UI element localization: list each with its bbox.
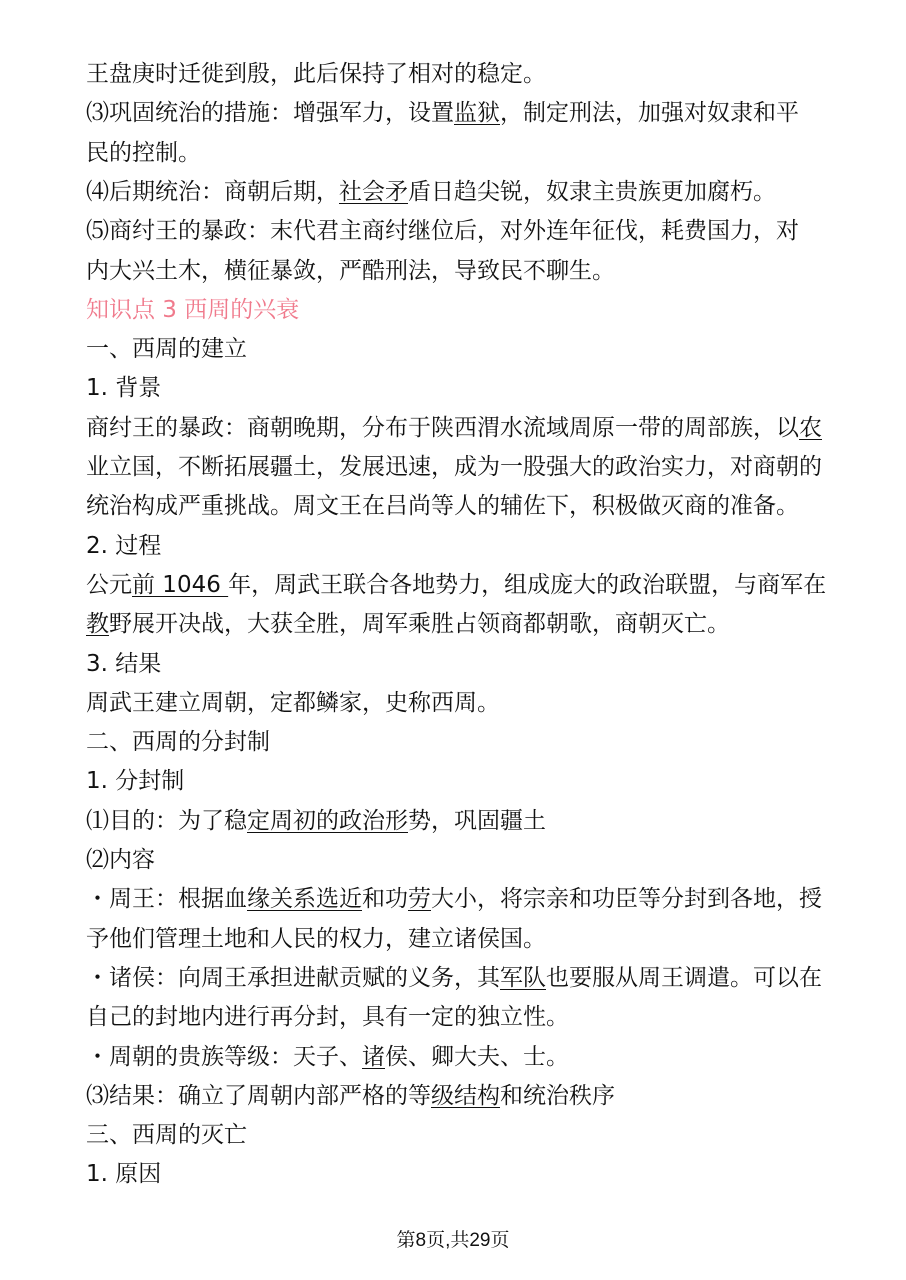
text-segment: 年，周武王联合各地势力，组成庞大的政治联盟，与商军在 [228, 571, 827, 598]
text-line [86, 333, 826, 365]
text-line [86, 1158, 826, 1190]
text-line [86, 923, 826, 955]
text-segment: 周武王建立周朝，定都鳞家，史称西周。 [86, 689, 500, 716]
underlined-text: 缘关系选近 [247, 886, 362, 913]
text-line [86, 765, 826, 797]
text-line [86, 569, 826, 601]
underlined-text: 监狱 [454, 100, 500, 127]
text-segment: ，制定刑法，加强对奴隶和平 [500, 100, 799, 127]
text-segment: 自己的封地内进行再分封，具有一定的独立性。 [86, 1004, 569, 1031]
text-segment: 和统治秩序 [500, 1082, 615, 1109]
text-segment: ・诸侯：向周王承担进献贡赋的义务，其 [86, 964, 500, 991]
text-segment: 民的控制。 [86, 139, 201, 166]
text-line [86, 962, 826, 994]
text-segment: 内大兴土木，横征暴敛，严酷刑法，导致民不聊生。 [86, 257, 615, 284]
text-line [86, 137, 826, 169]
text-line [86, 372, 826, 404]
text-segment: 大小，将宗亲和功臣等分封到各地，授 [431, 886, 822, 913]
underlined-text: 前 1046 [132, 571, 229, 598]
text-line [86, 255, 826, 287]
text-segment: ⑸商纣王的暴政：末代君主商纣继位后，对外连年征伐，耗费国力，对 [86, 218, 799, 245]
text-line [86, 1119, 826, 1151]
text-segment: 也要服从周王调遣。可以在 [546, 964, 822, 991]
underlined-text: 劳 [408, 886, 431, 913]
text-segment: 3. 结果 [86, 650, 162, 677]
text-segment: 公元 [86, 571, 132, 598]
text-line [86, 687, 826, 719]
page-footer: 第8页,共29页 [396, 1230, 510, 1251]
text-line [86, 608, 826, 640]
text-line [86, 530, 826, 562]
text-line [86, 1041, 826, 1073]
text-segment: ⑶巩固统治的措施：增强军力，设置 [86, 100, 454, 127]
text-segment: 1. 背景 [86, 375, 162, 402]
text-segment: ・周王：根据血 [86, 886, 247, 913]
text-line [86, 648, 826, 680]
text-line [86, 412, 826, 444]
text-line [86, 844, 826, 876]
text-segment: 2. 过程 [86, 532, 162, 559]
text-segment: ・周朝的贵族等级：天子、 [86, 1043, 362, 1070]
underlined-text: 定周初的政治形 [247, 807, 408, 834]
text-segment: 1. 分封制 [86, 768, 185, 795]
text-segment: 侯、卿大夫、士。 [385, 1043, 569, 1070]
text-segment: ⑴目的：为了稳 [86, 807, 247, 834]
text-line [86, 1080, 826, 1112]
text-segment: 统治构成严重挑战。周文王在吕尚等人的辅佐下，积极做灭商的准备。 [86, 493, 799, 520]
text-line [86, 490, 826, 522]
underlined-text: 级结构 [431, 1082, 500, 1109]
text-segment: 予他们管理土地和人民的权力，建立诸侯国。 [86, 925, 546, 952]
text-segment: 1. 原因 [86, 1161, 162, 1188]
text-line [86, 176, 826, 208]
text-segment: 野展开决战，大获全胜，周军乘胜占领商都朝歌，商朝灭亡。 [109, 611, 730, 638]
text-segment: 和功 [362, 886, 408, 913]
underlined-text: 社会矛 [339, 178, 408, 205]
text-line [86, 451, 826, 483]
text-segment: ⑶结果：确立了周朝内部严格的等 [86, 1082, 431, 1109]
text-line [86, 883, 826, 915]
text-line [86, 58, 826, 90]
underlined-text: 教 [86, 611, 109, 638]
text-segment: 势，巩固疆土 [408, 807, 546, 834]
section-heading [86, 294, 826, 326]
text-line [86, 215, 826, 247]
text-segment: ⑷后期统治：商朝后期， [86, 178, 339, 205]
text-line [86, 726, 826, 758]
text-segment: 一、西周的建立 [86, 336, 247, 363]
underlined-text: 诸 [362, 1043, 385, 1070]
text-segment: 知识点 3 西周的兴衰 [86, 296, 300, 323]
text-line [86, 805, 826, 837]
text-segment: 王盘庚时迁徙到殷，此后保持了相对的稳定。 [86, 61, 546, 87]
text-segment: 业立国，不断拓展疆土，发展迅速，成为一股强大的政治实力，对商朝的 [86, 454, 822, 480]
text-segment: 盾日趋尖锐，奴隶主贵族更加腐朽。 [408, 178, 776, 205]
underlined-text: 军队 [500, 964, 546, 991]
text-line [86, 97, 826, 129]
text-line [86, 1001, 826, 1033]
text-segment: 三、西周的灭亡 [86, 1122, 247, 1149]
text-segment: ⑵内容 [86, 847, 155, 873]
underlined-text: 农 [799, 414, 822, 441]
text-segment: 二、西周的分封制 [86, 729, 270, 756]
text-segment: 商纣王的暴政：商朝晚期，分布于陕西渭水流域周原一带的周部族，以 [86, 414, 799, 441]
